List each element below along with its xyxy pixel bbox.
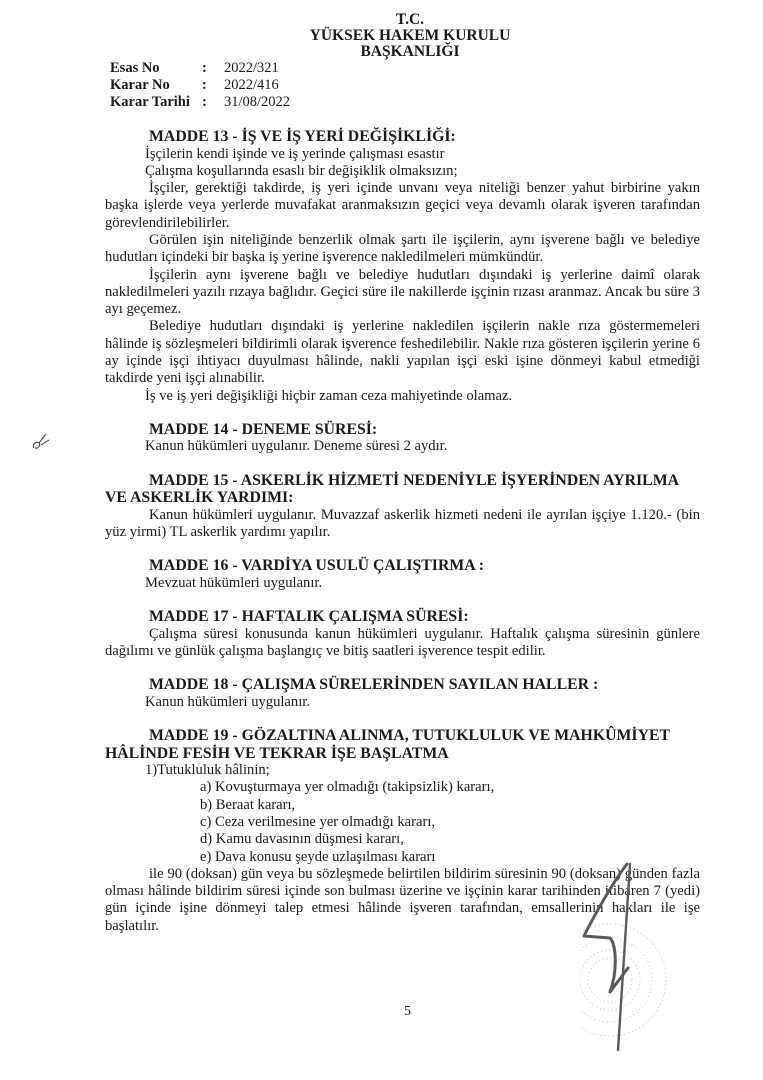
spacer bbox=[105, 711, 700, 727]
spacer bbox=[105, 592, 700, 608]
meta-row-karar-tarihi bbox=[110, 94, 290, 111]
list-item: a) Kovuşturmaya yer olmadığı (takipsizlik) kararı, bbox=[200, 779, 495, 796]
header-line-presidency: BAŞKANLIĞI bbox=[360, 43, 460, 60]
page-number: 5 bbox=[404, 1004, 411, 1019]
list-item: c) Ceza verilmesine yer olmadığı kararı, bbox=[200, 813, 436, 830]
meta-label: Karar No bbox=[110, 77, 170, 93]
spacer bbox=[105, 405, 700, 421]
meta-row-karar bbox=[110, 77, 290, 94]
article-text: Kanun hükümleri uygulanır. Muvazzaf askerlik hizmeti nedeni ile ayrılan işçiye 1.120.- (bin yüz yirmi) TL askerlik yardımı yapılır. bbox=[105, 506, 700, 541]
meta-row-esas bbox=[110, 60, 290, 77]
article-title: MADDE 15 - ASKERLİK HİZMETİ NEDENİYLE İŞYERİNDEN AYRILMA VE ASKERLİK YARDIMI: bbox=[105, 471, 679, 507]
meta-colon: : bbox=[202, 60, 207, 76]
signature-icon bbox=[580, 860, 720, 1070]
article-title: MADDE 18 - ÇALIŞMA SÜRELERİNDEN SAYILAN HALLER : bbox=[149, 676, 599, 694]
article-15 bbox=[105, 472, 700, 542]
spacer bbox=[105, 660, 700, 676]
case-metadata bbox=[110, 60, 290, 111]
meta-value: 31/08/2022 bbox=[224, 94, 291, 110]
article-title: MADDE 17 - HAFTALIK ÇALIŞMA SÜRESİ: bbox=[149, 608, 469, 626]
handwritten-ok-mark-icon bbox=[30, 428, 56, 459]
meta-label: Esas No bbox=[110, 60, 160, 76]
article-17 bbox=[105, 608, 700, 660]
article-text: Çalışma süresi konusunda kanun hükümleri uygulanır. Haftalık çalışma süresinin günlere dağılımı ve günlük çalışma başlangıç ve bitiş saatleri işverence tespit edilir. bbox=[105, 625, 700, 659]
meta-colon: : bbox=[202, 77, 207, 93]
article-13 bbox=[105, 128, 700, 405]
article-line: Çalışma koşullarında esaslı bir değişiklik olmaksızın; bbox=[145, 162, 458, 179]
article-text: Mevzuat hükümleri uygulanır. bbox=[145, 574, 323, 591]
article-paragraph: Belediye hudutları dışındaki iş yerlerine nakledilen işçilerin nakle rıza göstermemeleri hâlinde iş sözleşmeleri bildirimli olarak işverence feshedilebilir. Nakle rıza gösteren işçilerin yerine 6 ay içinde işçi ihtiyacı duyulması hâlinde, nakli yapılan işçi eski işine dönmeyi kabul etmediği takdirde yeni işçi alınabilir. bbox=[105, 318, 700, 387]
article-line: İşçilerin kendi işinde ve iş yerinde çalışması esastır bbox=[145, 145, 445, 162]
meta-value: 2022/321 bbox=[224, 60, 279, 76]
article-closing: İş ve iş yeri değişikliği hiçbir zaman ceza mahiyetinde olamaz. bbox=[145, 387, 513, 404]
spacer bbox=[105, 456, 700, 472]
article-text: Kanun hükümleri uygulanır. bbox=[145, 693, 310, 710]
spacer bbox=[105, 541, 700, 557]
article-16 bbox=[105, 557, 700, 592]
article-title: MADDE 16 - VARDİYA USULÜ ÇALIŞTIRMA : bbox=[149, 557, 485, 575]
meta-label: Karar Tarihi bbox=[110, 94, 190, 110]
article-text: Kanun hükümleri uygulanır. Deneme süresi 2 aydır. bbox=[145, 438, 448, 455]
list-item: e) Dava konusu şeyde uzlaşılması kararı bbox=[200, 848, 436, 865]
article-text: ile 90 (doksan) gün veya bu sözleşmede belirtilen bildirim süresinin 90 (doksan) günden fazla olması hâlinde bildirim süresi içinde son bulması üzerine ve işçinin karar tarihinden itibaren 7 (yedi) gün içinde işine dönmeyi talep etmesi hâlinde işveren tarafından, emsallerinin hakları ile işe başlatılır. bbox=[105, 865, 700, 934]
document-body bbox=[105, 128, 700, 935]
article-title: MADDE 14 - DENEME SÜRESİ: bbox=[149, 420, 378, 438]
article-paragraph: İşçiler, gerektiği takdirde, iş yeri içinde unvanı veya niteliği benzer yahut birbirine yakın başka işlerde veya yerlerde muvafakat aranmaksızın geçici veya devamlı olarak işveren tarafından görevlendirilebilirler. bbox=[105, 180, 700, 231]
meta-colon: : bbox=[202, 94, 207, 110]
document-header bbox=[300, 12, 520, 60]
header-line-tc: T.C. bbox=[395, 11, 425, 28]
article-intro: 1)Tutukluluk hâlinin; bbox=[145, 762, 270, 779]
meta-value: 2022/416 bbox=[224, 77, 279, 93]
article-18 bbox=[105, 676, 700, 711]
article-14 bbox=[105, 421, 700, 456]
article-paragraph: İşçilerin aynı işverene bağlı ve belediye hudutları dışındaki iş yerlerine daimî olarak nakledilmeleri yazılı rızaya bağlıdır. Geçici süre ile nakillerde işçinin rızası aranmaz. Ancak bu süre 3 ayı geçemez. bbox=[105, 266, 700, 318]
article-paragraph: Görülen işin niteliğinde benzerlik olmak şartı ile işçilerin, aynı işverene bağlı ve belediye hudutları içindeki bir başka iş yerine işverence nakledilmeleri mümkündür. bbox=[105, 231, 700, 266]
article-title: MADDE 19 - GÖZALTINA ALINMA, TUTUKLULUK VE MAHKÛMİYET HÂLİNDE FESİH VE TEKRAR İŞE BAŞLATMA bbox=[105, 727, 670, 762]
list-item: b) Beraat kararı, bbox=[200, 796, 296, 813]
header-line-institution: YÜKSEK HAKEM KURULU bbox=[309, 27, 511, 44]
list-item: d) Kamu davasının düşmesi kararı, bbox=[200, 831, 404, 848]
article-title: MADDE 13 - İŞ VE İŞ YERİ DEĞİŞİKLİĞİ: bbox=[149, 128, 456, 145]
